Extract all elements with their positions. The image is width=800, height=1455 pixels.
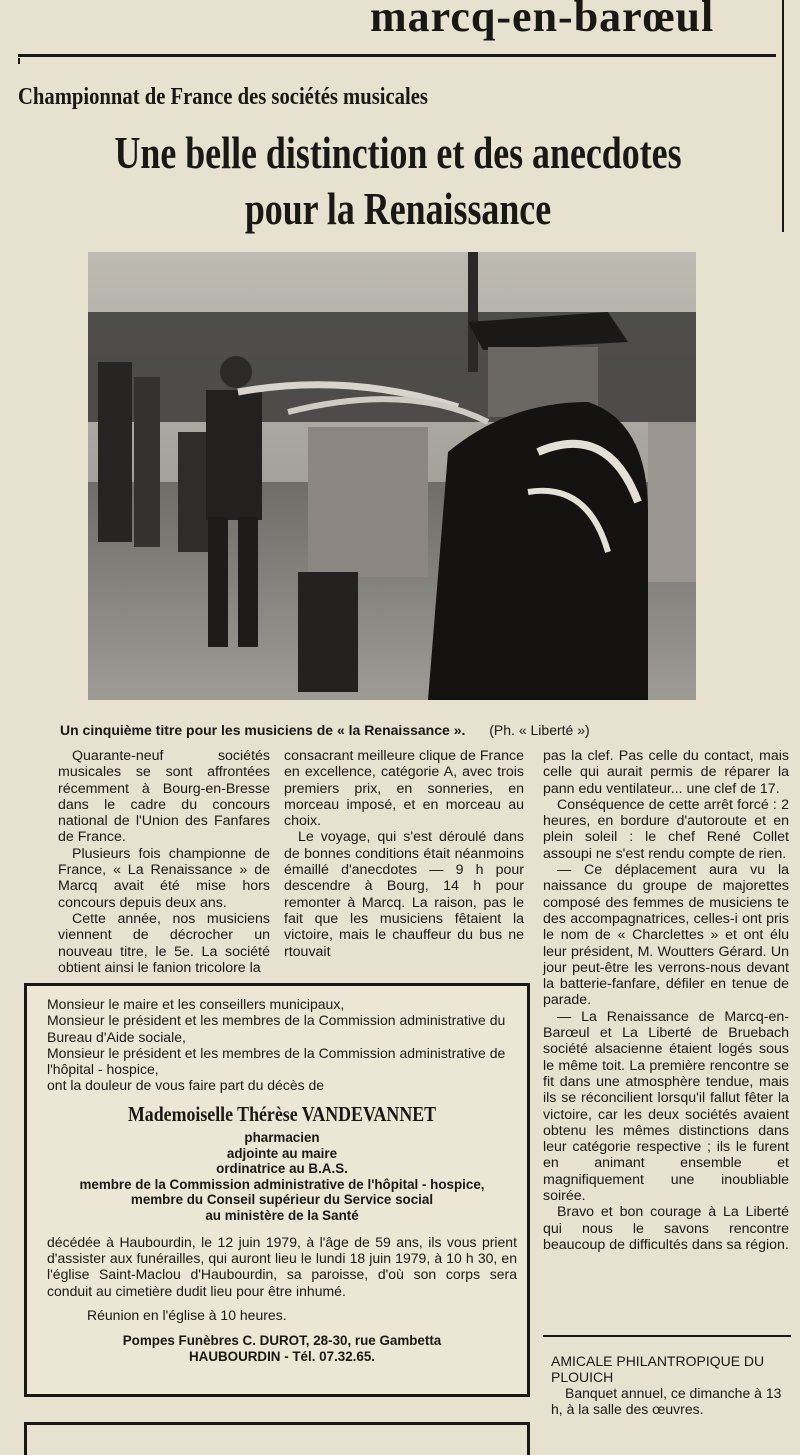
article-column-3 — [543, 748, 789, 1253]
notice-body: décédée à Haubourdin, le 12 juin 1979, à l'âge de 59 ans, ils vous prient d'assister aux funérailles, qui auront lieu le lundi 18 juin 1979, à 10 h 30, en l'église Saint-Maclou d'Haubourdin, sa paroisse, d'où son corps sera conduit au cimetière dudit lieu pour être inhumé. — [47, 1233, 517, 1299]
paragraph: pas la clef. Pas celle du contact, mais celle qui aurait permis de réparer la pann edu ventilateur... une clef de 17. — [543, 748, 789, 797]
paragraph: Plusieurs fois championne de France, « La Renaissance » de Marcq avait été mise hors concours depuis deux ans. — [58, 845, 270, 911]
paragraph: Bravo et bon courage à La Liberté qui nous le savons rencontre beaucoup de difficultés dans sa région. — [543, 1204, 789, 1253]
kicker: Championnat de France des sociétés musicales — [18, 84, 428, 110]
article-column-2 — [284, 748, 524, 960]
caption-text: Un cinquième titre pour les musiciens de « la Renaissance ». — [60, 722, 466, 738]
photo-band-musicians — [88, 252, 696, 700]
paragraph: Conséquence de cette arrêt forcé : 2 heures, en bordure d'autoroute et en plein soleil : le chef René Collet assoupi ne s'est rendu compte de rien. — [543, 796, 789, 862]
title-line: ordinatrice au B.A.S. — [216, 1161, 348, 1177]
amicale-title: AMICALE PHILANTROPIQUE DU PLOUICH — [551, 1353, 765, 1385]
paragraph: consacrant meilleure clique de France en excellence, catégorie A, avec trois premiers prix, en sonneries, en morceau imposé, et en morceau au choix. — [284, 748, 524, 830]
masthead: marcq-en-barœul — [370, 0, 715, 41]
paragraph: Cette année, nos musiciens viennent de décrocher un nouveau titre, le 5e. La société obtient ainsi le fanion tricolore la — [58, 910, 270, 976]
amicale-text: Banquet annuel, ce dimanche à 13 h, à la salle des œuvres. — [551, 1385, 782, 1417]
obituary-notice — [24, 983, 530, 1397]
notice-intro-1: Monsieur le maire et les conseillers municipaux, — [47, 996, 345, 1012]
next-notice-border — [24, 1422, 530, 1455]
brief-rule — [543, 1335, 791, 1337]
divider-top-left — [18, 58, 20, 64]
masthead-rule — [18, 54, 776, 57]
photo-caption — [60, 722, 800, 738]
article-column-1 — [58, 748, 270, 976]
deceased-name: Mademoiselle Thérèse VANDEVANNET — [127, 1101, 437, 1126]
column-rule-right — [782, 0, 784, 232]
headline — [18, 125, 778, 237]
title-line: au ministère de la Santé — [205, 1208, 359, 1224]
paragraph: Quarante-neuf sociétés musicales se sont affrontées récemment à Bourg-en-Bresse dans le cadre du concours national de l'Union des Fanfares de France. — [58, 748, 270, 846]
notice-intro-4: ont la douleur de vous faire part du décès de — [47, 1077, 325, 1094]
amicale-brief — [551, 1353, 791, 1417]
paragraph: Le voyage, qui s'est déroulé dans de bonnes conditions était néanmoins émaillé d'anecdotes — 9 h pour descendre à Bourg, 14 h pour remonter à Marcq. La raison, pas le fait que les musiciens fêtaient la victoire, mais le chauffeur du bus ne rtouvait — [284, 829, 524, 960]
headline-line-1: Une belle distinction et des anecdotes — [114, 127, 682, 178]
funeral-home-city: HAUBOURDIN - Tél. 07.32.65. — [188, 1349, 376, 1365]
notice-intro-3: Monsieur le président et les membres de la Commission administrative de l'hôpital - hospice, — [47, 1044, 506, 1078]
paragraph: — La Renaissance de Marcq-en-Barœul et La Liberté de Bruebach société alsacienne étaient logés sous le même toit. La première rencontre se fit dans une atmosphère tendue, mais ils se réconcilient lorsqu'il fallut fêter la victoire, car les deux sociétés avaient obtenu les mêmes distinctions dans leur catégorie respective ; ils le furent en animant ensemble et magnifiquement une inoubliable soirée. — [543, 1008, 789, 1205]
notice-reunion: Réunion en l'église à 10 heures. — [87, 1306, 287, 1323]
notice-intro-2: Monsieur le président et les membres de la Commission administrative du Bureau d'Aide sociale, — [47, 1012, 506, 1045]
title-line: pharmacien — [244, 1130, 320, 1146]
headline-line-2: pour la Renaissance — [244, 183, 552, 234]
photo-credit: (Ph. « Liberté ») — [489, 722, 590, 738]
paragraph: — Ce déplacement aura vu la naissance du groupe de majorettes composé des femmes de musiciens te des accompagnatrices, celles-i ont pris le nom de « Charclettes » et ont élu leur président, M. Woutters Gérard. Un jour peut-être les verrons-nous devant la batterie-fanfare, défiler en tenue de parade. — [543, 862, 789, 1009]
title-line: membre du Conseil supérieur du Service social — [130, 1192, 434, 1208]
funeral-home: Pompes Funèbres C. DUROT, 28-30, rue Gambetta — [122, 1333, 442, 1349]
title-line: adjointe au maire — [226, 1145, 338, 1161]
title-line: membre de la Commission administrative de l'hôpital - hospice, — [79, 1176, 485, 1192]
